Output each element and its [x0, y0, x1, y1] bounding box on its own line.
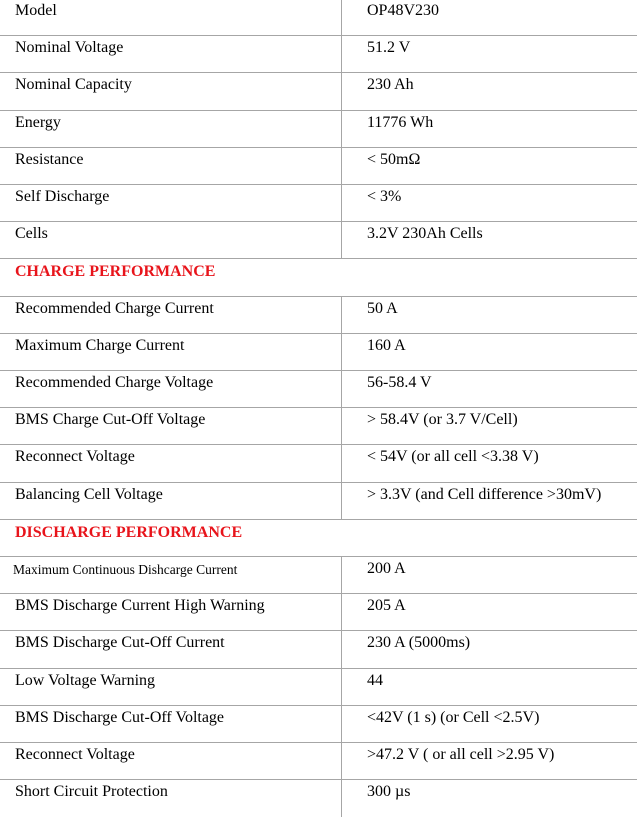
section-header [0, 520, 637, 557]
spec-row [0, 557, 637, 594]
spec-value: 205 A [367, 597, 406, 614]
spec-row [0, 780, 637, 817]
spec-value: 230 Ah [367, 76, 414, 93]
column-divider [341, 780, 342, 817]
spec-value: < 54V (or all cell <3.38 V) [367, 448, 539, 465]
column-divider [341, 706, 342, 742]
spec-value: < 50mΩ [367, 151, 421, 168]
spec-row [0, 408, 637, 445]
spec-label: Energy [15, 114, 61, 131]
spec-label: BMS Discharge Cut-Off Voltage [15, 709, 225, 726]
spec-label: Nominal Voltage [15, 39, 124, 56]
spec-row [0, 371, 637, 408]
spec-row [0, 111, 637, 148]
spec-label: Short Circuit Protection [15, 783, 168, 800]
spec-label: Reconnect Voltage [15, 448, 135, 465]
column-divider [341, 483, 342, 519]
column-divider [341, 73, 342, 110]
spec-value: 11776 Wh [367, 114, 434, 131]
spec-row [0, 706, 637, 743]
column-divider [341, 297, 342, 333]
spec-label: Resistance [15, 151, 84, 168]
column-divider [341, 222, 342, 258]
column-divider [341, 557, 342, 593]
spec-label: Model [15, 2, 57, 19]
spec-label: BMS Charge Cut-Off Voltage [15, 411, 206, 428]
section-title: CHARGE PERFORMANCE [15, 263, 216, 280]
spec-row [0, 73, 637, 111]
spec-value: 300 µs [367, 783, 411, 800]
spec-value: >47.2 V ( or all cell >2.95 V) [367, 746, 555, 763]
spec-row [0, 0, 637, 36]
spec-value: < 3% [367, 188, 402, 205]
spec-row [0, 36, 637, 73]
spec-value: > 3.3V (and Cell difference >30mV) [367, 486, 602, 503]
spec-row [0, 185, 637, 222]
section-header [0, 259, 637, 297]
spec-row [0, 222, 637, 259]
spec-value: <42V (1 s) (or Cell <2.5V) [367, 709, 540, 726]
spec-label: Cells [15, 225, 48, 242]
spec-value: 44 [367, 672, 383, 689]
column-divider [341, 148, 342, 184]
spec-value: 56-58.4 V [367, 374, 432, 391]
spec-label: Nominal Capacity [15, 76, 132, 93]
spec-value: 51.2 V [367, 39, 411, 56]
spec-row [0, 483, 637, 520]
spec-row [0, 148, 637, 185]
column-divider [341, 371, 342, 407]
spec-label: Balancing Cell Voltage [15, 486, 163, 503]
column-divider [341, 334, 342, 370]
column-divider [341, 669, 342, 705]
spec-label: Maximum Charge Current [15, 337, 185, 354]
section-title: DISCHARGE PERFORMANCE [15, 524, 243, 541]
column-divider [341, 185, 342, 221]
column-divider [341, 408, 342, 444]
spec-value: 50 A [367, 300, 398, 317]
spec-row [0, 445, 637, 483]
spec-label: Reconnect Voltage [15, 746, 135, 763]
spec-row [0, 334, 637, 371]
spec-value: 230 A (5000ms) [367, 634, 471, 651]
spec-row [0, 594, 637, 631]
spec-label: Recommended Charge Current [15, 300, 214, 317]
column-divider [341, 743, 342, 779]
spec-row [0, 669, 637, 706]
spec-value: OP48V230 [367, 2, 440, 19]
spec-value: 3.2V 230Ah Cells [367, 225, 483, 242]
spec-label: Low Voltage Warning [15, 672, 156, 689]
spec-value: 160 A [367, 337, 406, 354]
spec-label: Self Discharge [15, 188, 110, 205]
spec-value: > 58.4V (or 3.7 V/Cell) [367, 411, 518, 428]
column-divider [341, 594, 342, 630]
spec-row [0, 631, 637, 669]
column-divider [341, 0, 342, 35]
column-divider [341, 36, 342, 72]
spec-row [0, 297, 637, 334]
spec-value: 200 A [367, 560, 406, 577]
spec-label: Recommended Charge Voltage [15, 374, 214, 391]
spec-row [0, 743, 637, 780]
spec-label: Maximum Continuous Dishcarge Current [13, 562, 238, 577]
column-divider [341, 445, 342, 482]
spec-label: BMS Discharge Cut-Off Current [15, 634, 225, 651]
spec-label: BMS Discharge Current High Warning [15, 597, 265, 614]
column-divider [341, 111, 342, 147]
column-divider [341, 631, 342, 668]
